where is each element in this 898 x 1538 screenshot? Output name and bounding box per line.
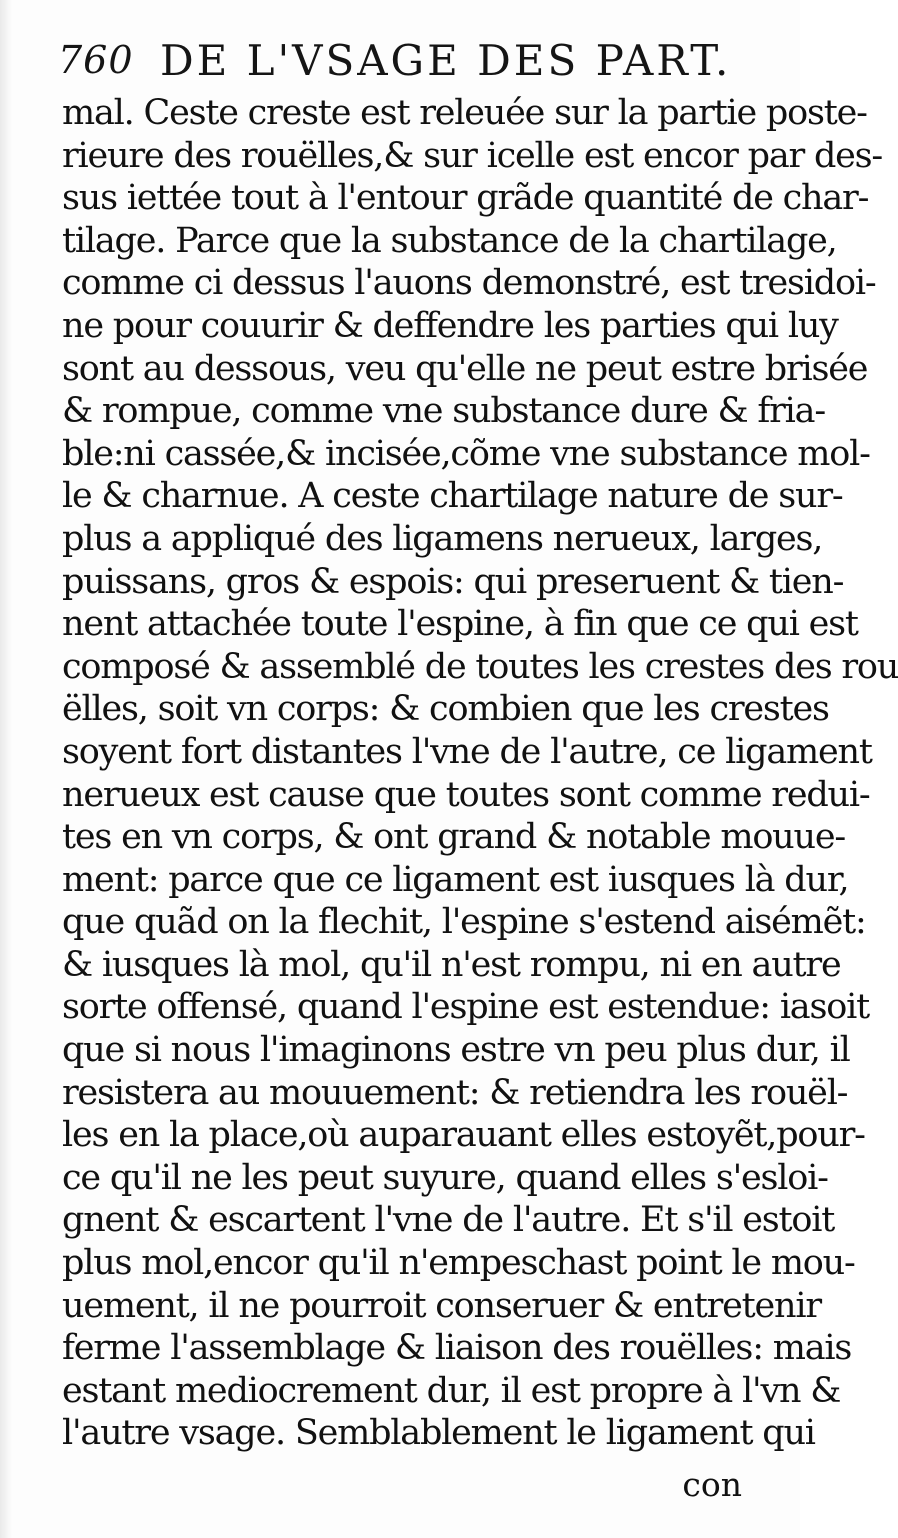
catchword: con <box>682 1465 742 1504</box>
text-line: les en la place,où auparauant elles estoyẽt,pour- <box>62 1115 865 1156</box>
text-line: ne pour couurir & deffendre les parties qui luy <box>62 305 838 346</box>
text-line: mal. Ceste creste est releuée sur la partie poste- <box>62 93 867 133</box>
text-line: ment: parce que ce ligament est iusques là dur, <box>62 859 849 900</box>
text-line: tes en vn corps, & ont grand & notable mouue- <box>62 817 846 858</box>
text-line: ferme l'assemblage & liaison des rouëlles: mais <box>62 1328 852 1369</box>
text-line: nerueux est cause que toutes sont comme redui- <box>62 774 870 815</box>
text-line: resistera au mouuement: & retiendra les rouël- <box>62 1072 848 1113</box>
text-line: que si nous l'imaginons estre vn peu plus dur, il <box>62 1030 850 1071</box>
text-line: composé & assemblé de toutes les crestes des rou <box>62 646 898 687</box>
text-line: puissans, gros & espois: qui preseruent & tien- <box>62 561 844 602</box>
text-line: le & charnue. A ceste chartilage nature de sur- <box>62 476 843 517</box>
body-text <box>62 92 898 1455</box>
text-line: rieure des rouëlles,& sur icelle est encor par des- <box>62 135 883 176</box>
text-line: sont au dessous, veu qu'elle ne peut estre brisée <box>62 348 868 389</box>
text-line: l'autre vsage. Semblablement le ligament qui <box>62 1413 815 1454</box>
text-line: que quãd on la flechit, l'espine s'estend aisémẽt: <box>62 902 866 943</box>
text-line: ce qu'il ne les peut suyure, quand elles s'esloi- <box>62 1157 828 1198</box>
text-line: ëlles, soit vn corps: & combien que les crestes <box>62 689 829 730</box>
page-edge-shadow <box>0 0 12 1538</box>
text-line: & rompue, comme vne substance dure & fria- <box>62 391 825 432</box>
page-header <box>58 36 732 90</box>
running-head: DE L'VSAGE DES PART. <box>160 36 732 85</box>
text-line: sus iettée tout à l'entour grãde quantité de char- <box>62 178 869 219</box>
text-line: ble:ni cassée,& incisée,cõme vne substance mol- <box>62 433 870 474</box>
text-line: & iusques là mol, qu'il n'est rompu, ni en autre <box>62 944 841 985</box>
page-number: 760 <box>58 38 134 82</box>
text-line: estant mediocrement dur, il est propre à l'vn & <box>62 1370 841 1411</box>
text-line: comme ci dessus l'auons demonstré, est tresidoi- <box>62 263 876 304</box>
text-line: sorte offensé, quand l'espine est estendue: iasoit <box>62 987 869 1028</box>
text-line: plus a appliqué des ligamens nerueux, larges, <box>62 518 823 559</box>
text-line: tilage. Parce que la substance de la chartilage, <box>62 220 837 261</box>
text-line: gnent & escartent l'vne de l'autre. Et s'il estoit <box>62 1200 835 1241</box>
text-line: nent attachée toute l'espine, à fin que ce qui est <box>62 604 858 645</box>
text-line: soyent fort distantes l'vne de l'autre, ce ligament <box>62 731 872 772</box>
text-line: plus mol,encor qu'il n'empeschast point le mou- <box>62 1243 855 1284</box>
text-line: uement, il ne pourroit conseruer & entretenir <box>62 1285 821 1326</box>
